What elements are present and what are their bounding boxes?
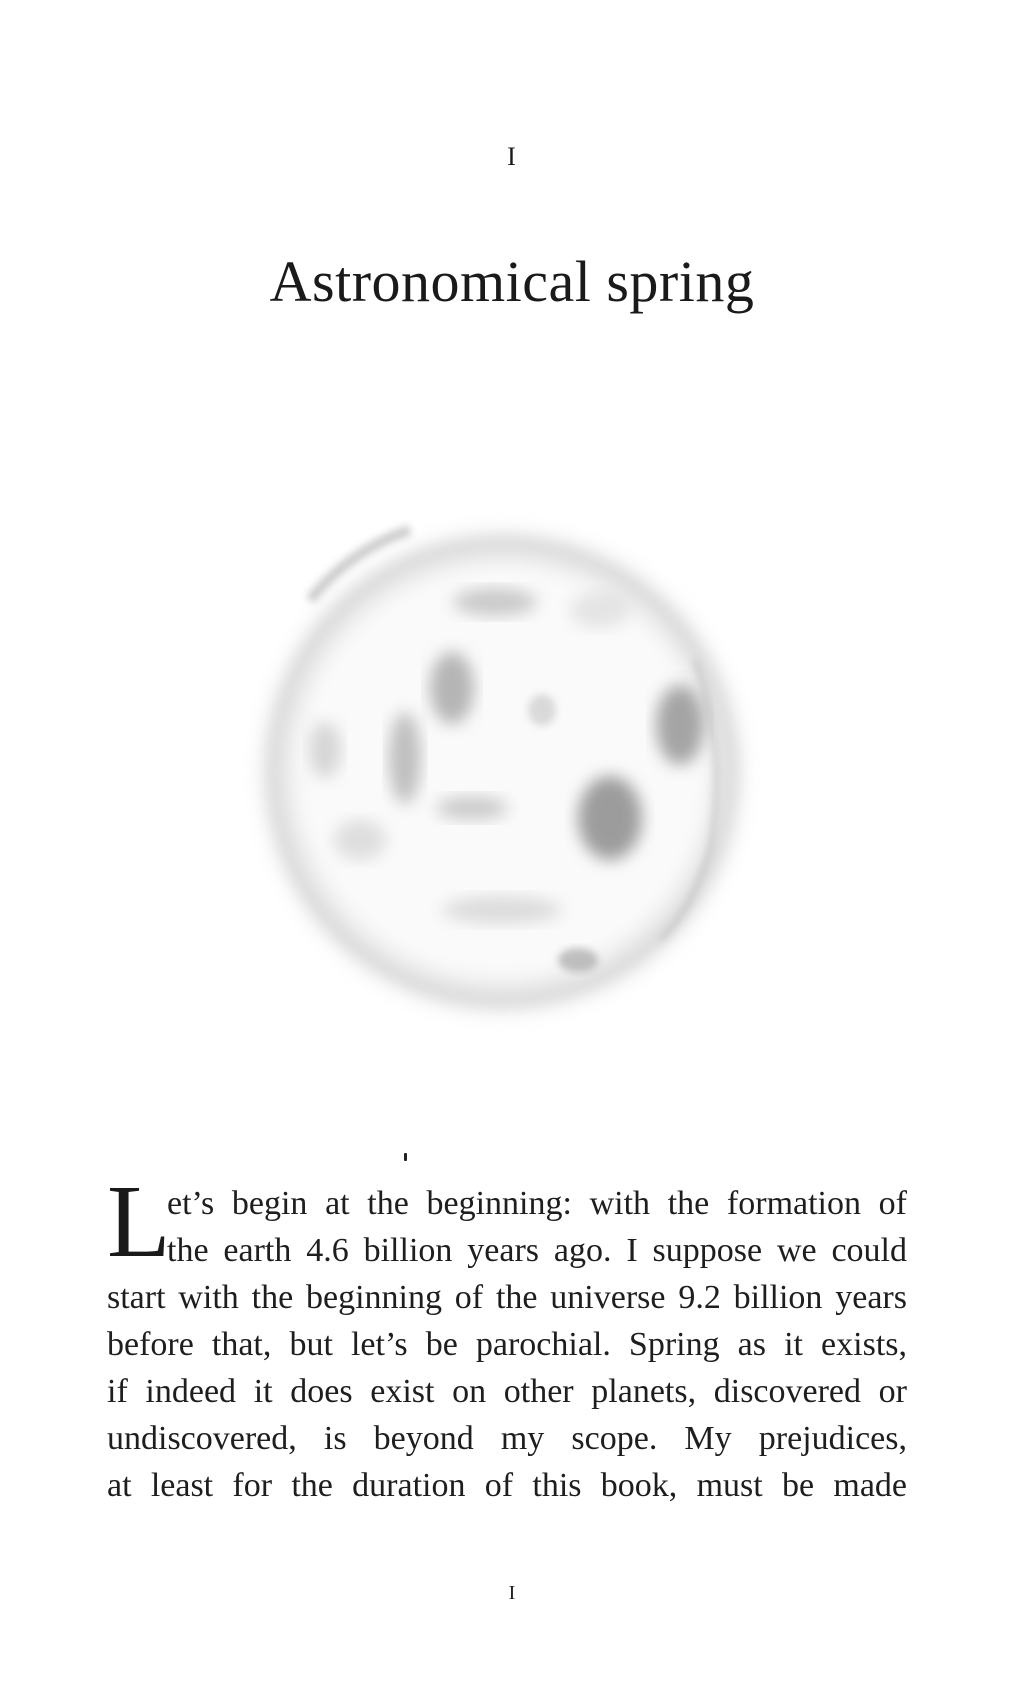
paragraph-line: before that, but let’s be parochial. Spring as it exists, [107, 1326, 907, 1363]
paragraph-line: if indeed it does exist on other planets, discovered or [107, 1373, 907, 1410]
paragraph-line: the earth 4.6 billion years ago. I suppose we could [167, 1232, 907, 1269]
paragraph-line: start with the beginning of the universe 9.2 billion years [107, 1279, 907, 1316]
chapter-title: Astronomical spring [269, 249, 755, 314]
moon-icon [240, 490, 770, 1050]
paragraph-line: undiscovered, is beyond my scope. My prejudices, [107, 1420, 907, 1457]
paragraph-line: at least for the duration of this book, must be made [107, 1467, 907, 1504]
drop-cap: L [107, 1164, 171, 1279]
ink-speck [404, 1153, 407, 1161]
paragraph-line: et’s begin at the beginning: with the formation of [167, 1185, 907, 1222]
page-number: I [508, 1582, 516, 1604]
body-paragraph [107, 1164, 907, 1509]
moon-illustration [240, 490, 770, 1050]
chapter-number: I [507, 142, 517, 171]
